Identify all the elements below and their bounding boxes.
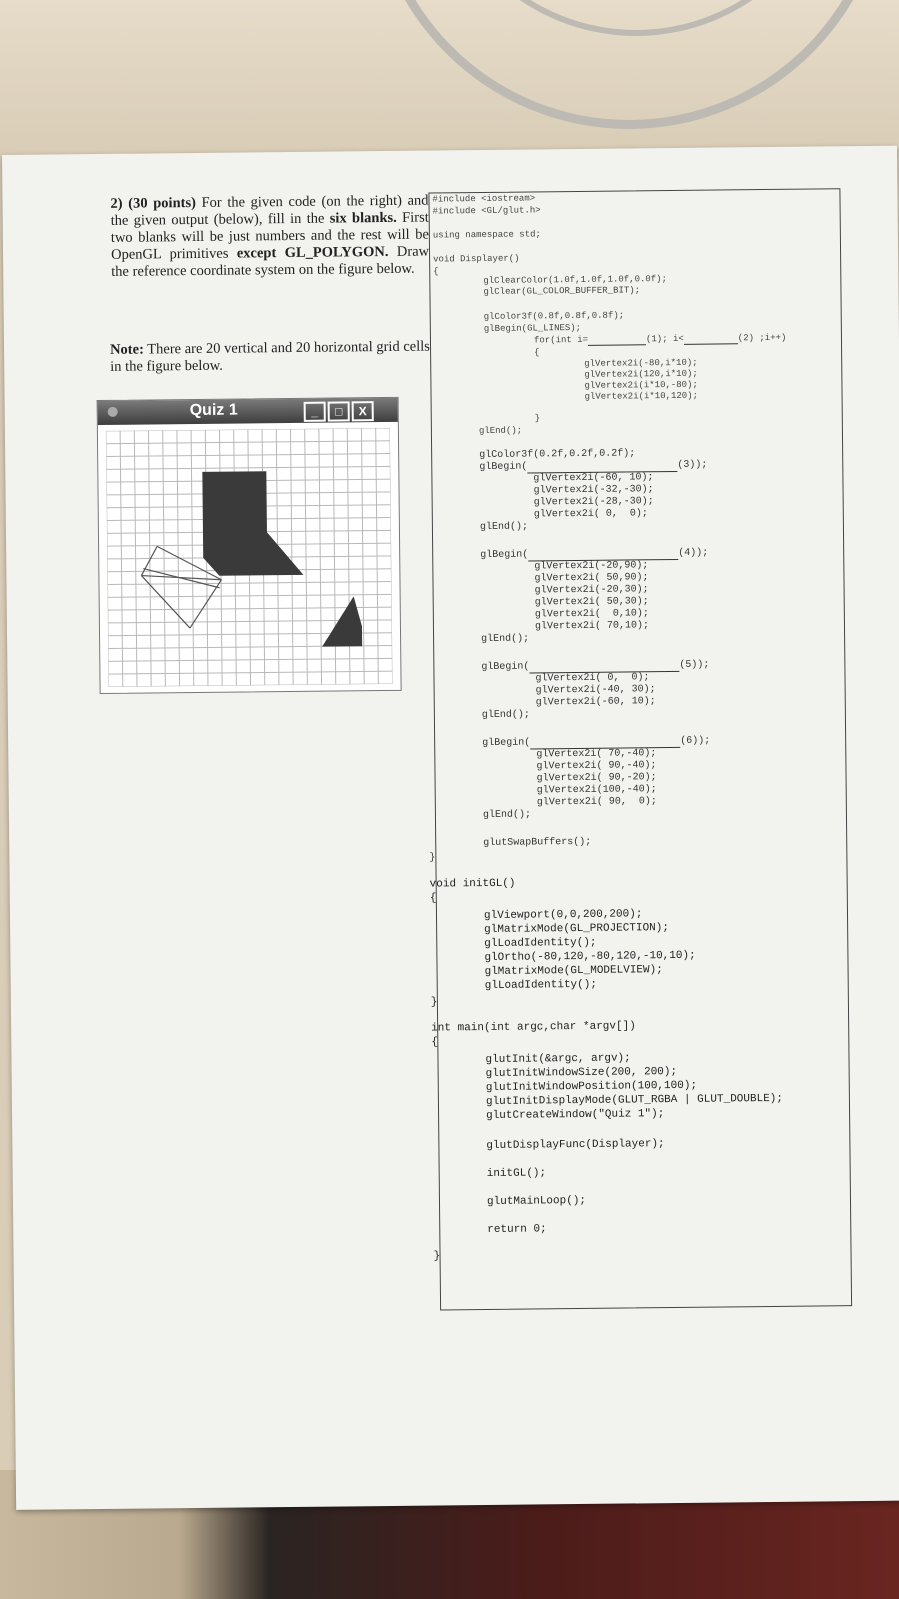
code-line: { xyxy=(534,347,540,358)
code-line: glLoadIdentity(); xyxy=(484,978,598,992)
code-line: glVertex2i(-20,90); xyxy=(534,560,649,573)
code-token: (4)); xyxy=(678,547,709,559)
code-line: return 0; xyxy=(487,1223,547,1236)
code-line: glVertex2i( 90,-40); xyxy=(536,760,657,773)
code-line: glEnd(); xyxy=(482,809,532,821)
exam-page xyxy=(2,146,899,1510)
code-line: glOrtho(-80,120,-80,120,-10,10); xyxy=(484,949,696,964)
output-window xyxy=(97,397,402,694)
blank-3 xyxy=(527,460,677,474)
code-line: { xyxy=(431,1036,438,1049)
minimize-button: _ xyxy=(304,402,326,422)
code-token: glBegin( xyxy=(480,549,529,562)
code-line: glVertex2i( 0, 0); xyxy=(535,672,650,685)
code-line: glutSwapBuffers(); xyxy=(483,836,592,849)
code-line: glutInitDisplayMode(GLUT_RGBA | GLUT_DOUBLE); xyxy=(485,1092,784,1108)
code-line: glVertex2i(-28,-30); xyxy=(533,496,654,509)
code-token: glBegin( xyxy=(481,661,530,674)
question-text xyxy=(110,193,429,281)
code-line: glEnd(); xyxy=(479,521,528,534)
question-points: (30 points) xyxy=(128,194,196,212)
code-line: glColor3f(0.2f,0.2f,0.2f); xyxy=(479,448,636,462)
code-line: glVertex2i( 0,10); xyxy=(534,608,649,621)
code-token: (3)); xyxy=(677,459,708,471)
code-line: glViewport(0,0,200,200); xyxy=(483,908,643,922)
code-line: glVertex2i(i*10,-80); xyxy=(584,379,698,391)
code-line: } xyxy=(430,996,438,1009)
code-line: #include <GL/glut.h> xyxy=(432,205,541,217)
code-line: { xyxy=(433,266,439,277)
code-line: glVertex2i( 70,10); xyxy=(534,620,650,633)
note xyxy=(110,339,430,376)
question-part-b: First two blanks will be just numbers and the rest will be OpenGL primitives xyxy=(110,209,429,263)
code-token: (6)); xyxy=(680,735,711,747)
code-line: glBegin(GL_LINES); xyxy=(483,322,582,334)
note-text: There are 20 vertical and 20 horizontal grid cells in the figure below. xyxy=(110,338,430,375)
code-line: glVertex2i( 90, 0); xyxy=(536,796,657,809)
shape-dark-triangle xyxy=(322,596,363,646)
code-line: glutCreateWindow("Quiz 1"); xyxy=(486,1108,665,1122)
code-line: glEnd(); xyxy=(478,425,523,437)
code-line: glEnd(); xyxy=(481,709,530,722)
window-titlebar xyxy=(98,398,398,425)
code-line: } xyxy=(534,413,541,424)
note-label: Note: xyxy=(109,341,144,358)
code-line: glVertex2i( 50,30); xyxy=(534,596,649,609)
code-line: glVertex2i(-60, 10); xyxy=(533,472,654,485)
code-line: } xyxy=(433,1250,441,1263)
code-token: for(int i= xyxy=(533,334,589,346)
question-number: 2) xyxy=(110,195,123,212)
code-line: glMatrixMode(GL_PROJECTION); xyxy=(484,922,670,936)
question-except: except xyxy=(236,245,277,262)
code-line: glClear(GL_COLOR_BUFFER_BIT); xyxy=(483,285,641,297)
code-line: glutMainLoop(); xyxy=(486,1194,587,1208)
code-line: glVertex2i(100,-40); xyxy=(536,784,657,797)
question-six-blanks: six blanks. xyxy=(329,209,397,227)
code-line: using namespace std; xyxy=(432,229,541,241)
code-line: glVertex2i(120,i*10); xyxy=(584,368,698,380)
code-line: glutInitWindowSize(200, 200); xyxy=(485,1065,678,1080)
question-gl-polygon: GL_POLYGON. xyxy=(284,243,389,262)
blank-6 xyxy=(530,736,680,750)
code-token: glBegin( xyxy=(479,461,528,474)
shape-dark-polygon xyxy=(202,471,303,576)
code-token: (2) ;i++) xyxy=(737,332,787,344)
code-line: glVertex2i( 70,-40); xyxy=(536,748,657,761)
code-token: glBegin( xyxy=(482,737,531,750)
code-line: void initGL() xyxy=(429,877,516,891)
desk-background xyxy=(0,0,899,160)
code-line: glColor3f(0.8f,0.8f,0.8f); xyxy=(483,310,625,322)
output-canvas xyxy=(106,428,393,687)
code-line: glMatrixMode(GL_MODELVIEW); xyxy=(484,964,663,978)
code-line: glutDisplayFunc(Displayer); xyxy=(486,1138,665,1152)
code-line: { xyxy=(429,892,437,905)
code-token: (5)); xyxy=(679,659,710,671)
code-line: glVertex2i(i*10,120); xyxy=(584,390,699,402)
code-line: glVertex2i(-40, 30); xyxy=(535,684,656,697)
code-line: glVertex2i(-32,-30); xyxy=(533,484,654,497)
code-line: glutInitWindowPosition(100,100); xyxy=(485,1079,698,1094)
window-menu-icon xyxy=(108,407,118,417)
code-line: glVertex2i( 90,-20); xyxy=(536,772,657,785)
code-line: glEnd(); xyxy=(481,633,530,646)
code-line: glVertex2i( 0, 0); xyxy=(533,508,648,521)
code-line: glLoadIdentity(); xyxy=(484,936,597,950)
blank-2 xyxy=(684,333,738,345)
code-line: glClearColor(1.0f,1.0f,1.0f,0.0f); xyxy=(483,274,668,286)
maximize-button: □ xyxy=(328,401,350,421)
question-part-c: Draw the reference coordinate system on the figure below. xyxy=(111,243,430,280)
code-line: glVertex2i( 50,90); xyxy=(534,572,649,585)
code-line: glVertex2i(-60, 10); xyxy=(535,696,656,709)
blank-4 xyxy=(528,548,678,562)
question-part-a: For the given code (on the right) and the given output (below), fill in the xyxy=(110,192,429,229)
code-line: glVertex2i(-20,30); xyxy=(534,584,649,597)
code-line: #include <iostream> xyxy=(432,193,536,205)
code-token: (1); i< xyxy=(645,333,684,345)
close-button: X xyxy=(352,401,374,421)
code-line: glVertex2i(-80,i*10); xyxy=(584,357,698,369)
blank-5 xyxy=(529,660,679,674)
code-line: initGL(); xyxy=(486,1167,547,1180)
code-line: glutInit(&argc, argv); xyxy=(485,1052,631,1066)
window-title: Quiz 1 xyxy=(189,401,238,420)
code-line: int main(int argc,char *argv[]) xyxy=(431,1020,636,1035)
blank-1 xyxy=(588,334,646,346)
code-line: } xyxy=(429,852,436,864)
code-line: void Displayer() xyxy=(433,253,520,265)
